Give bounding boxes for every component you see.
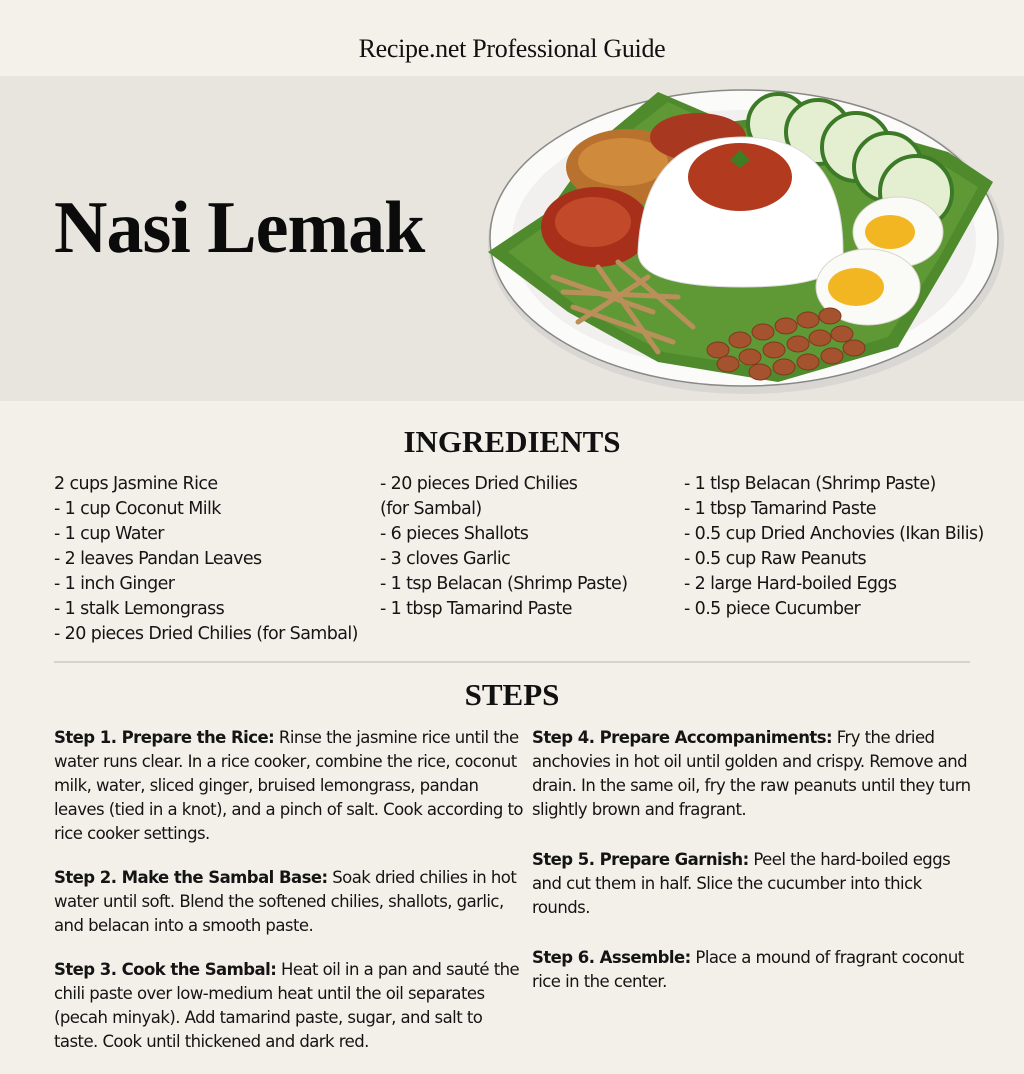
ingredient-item: - 1 tbsp Tamarind Paste	[684, 499, 876, 519]
ingredient-item: - 20 pieces Dried Chilies (for Sambal)	[54, 624, 358, 644]
step-text: Peel the hard-boiled eggs and cut them in half. Slice the cucumber into thick rounds.	[532, 850, 951, 917]
step-text: Place a mound of fragrant coconut rice in the center.	[532, 948, 964, 991]
ingredient-item: - 20 pieces Dried Chilies	[380, 474, 578, 494]
ingredient-item: - 0.5 piece Cucumber	[684, 599, 861, 619]
ingredient-item: (for Sambal)	[380, 499, 482, 519]
step-title: Step 5. Prepare Garnish:	[532, 850, 749, 869]
step-4	[532, 726, 982, 822]
ingredients-column-3	[684, 472, 984, 622]
ingredient-item: - 0.5 cup Raw Peanuts	[684, 549, 867, 569]
dish-title: Nasi Lemak	[54, 187, 425, 269]
step-3	[54, 958, 524, 1054]
ingredient-item: - 1 tbsp Tamarind Paste	[380, 599, 572, 619]
site-header	[0, 0, 1024, 76]
ingredients-column-1	[54, 472, 358, 647]
step-5	[532, 848, 982, 920]
step-title: Step 6. Assemble:	[532, 948, 691, 967]
ingredient-item: - 1 stalk Lemongrass	[54, 599, 225, 619]
ingredient-item: - 2 leaves Pandan Leaves	[54, 549, 262, 569]
step-text: Heat oil in a pan and sauté the chili paste over low-medium heat until the oil separates (pecah minyak). Add tamarind paste, sugar, and salt to taste. Cook until thickened and dark red.	[54, 960, 520, 1051]
nasi-lemak-plate-image	[478, 82, 1008, 397]
step-title: Step 1. Prepare the Rice:	[54, 728, 275, 747]
ingredient-item: - 0.5 cup Dried Anchovies (Ikan Bilis)	[684, 524, 984, 544]
site-title: Recipe.net Professional Guide	[358, 34, 666, 63]
ingredient-item: 2 cups Jasmine Rice	[54, 474, 218, 494]
ingredient-item: - 1 tlsp Belacan (Shrimp Paste)	[684, 474, 936, 494]
ingredients-heading: INGREDIENTS	[403, 424, 621, 459]
step-title: Step 2. Make the Sambal Base:	[54, 868, 328, 887]
hero-banner	[0, 76, 1024, 401]
ingredient-item: - 1 cup Coconut Milk	[54, 499, 221, 519]
step-text: Fry the dried anchovies in hot oil until golden and crispy. Remove and drain. In the same oil, fry the raw peanuts until they turn slightly brown and fragrant.	[532, 728, 971, 819]
steps-column-left	[54, 726, 524, 1074]
ingredients-column-2	[380, 472, 627, 622]
steps-column-right	[532, 726, 982, 1014]
step-text: Rinse the jasmine rice until the water runs clear. In a rice cooker, combine the rice, coconut milk, water, sliced ginger, bruised lemongrass, pandan leaves (tied in a knot), and a pinch of salt. Cook according to rice cooker settings.	[54, 728, 523, 843]
ingredient-item: - 1 cup Water	[54, 524, 164, 544]
step-1	[54, 726, 524, 846]
step-6	[532, 946, 982, 994]
ingredient-item: - 6 pieces Shallots	[380, 524, 529, 544]
ingredient-item: - 3 cloves Garlic	[380, 549, 511, 569]
step-text: Soak dried chilies in hot water until soft. Blend the softened chilies, shallots, garlic, and belacan into a smooth paste.	[54, 868, 517, 935]
step-title: Step 4. Prepare Accompaniments:	[532, 728, 833, 747]
step-2	[54, 866, 524, 938]
step-title: Step 3. Cook the Sambal:	[54, 960, 277, 979]
steps-heading: STEPS	[464, 677, 560, 712]
ingredient-item: - 2 large Hard-boiled Eggs	[684, 574, 897, 594]
ingredient-item: - 1 inch Ginger	[54, 574, 175, 594]
ingredient-item: - 1 tsp Belacan (Shrimp Paste)	[380, 574, 628, 594]
section-divider	[54, 661, 970, 663]
